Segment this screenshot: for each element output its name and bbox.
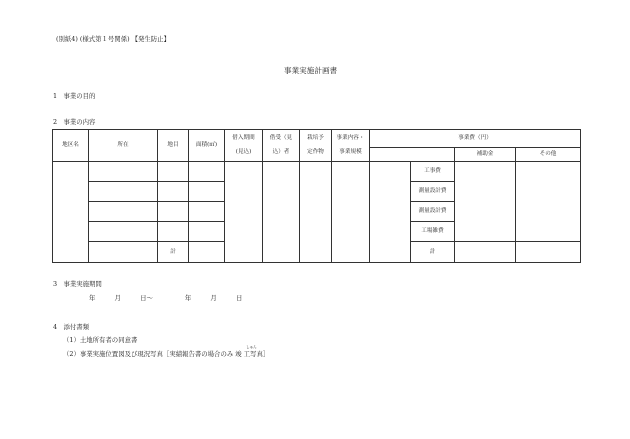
project-content-cell xyxy=(332,162,370,263)
header-lessor: 借受（見 込）者 xyxy=(263,130,300,162)
area-cell xyxy=(189,222,225,242)
location-cell xyxy=(89,182,158,202)
total-label: 計 xyxy=(158,242,189,263)
area-cell xyxy=(189,182,225,202)
furigana-ruby: しゅん xyxy=(246,345,257,349)
other-cell xyxy=(516,162,581,242)
land-category-cell xyxy=(158,162,189,182)
section-3-heading: 3 事業実施期間 xyxy=(53,280,102,288)
cost-item-label: 工事費 xyxy=(411,162,455,182)
implementation-period: 年 月 日～ 年 月 日 xyxy=(89,294,243,302)
attachment-item-2: （2）事業実施位置図及び現況写真［実績報告書の場合のみ 竣 工写真］ xyxy=(63,350,270,358)
cost-item-label: 測量設計費 xyxy=(411,182,455,202)
header-subsidy: 補助金 xyxy=(455,148,516,162)
header-land-category: 地目 xyxy=(158,130,189,162)
header-planned-crop: 栽培予 定作物 xyxy=(300,130,332,162)
location-cell xyxy=(89,222,158,242)
location-cell xyxy=(89,202,158,222)
subsidy-total-cell xyxy=(455,242,516,263)
planned-crop-cell xyxy=(300,162,332,263)
section-4-heading: 4 添付書類 xyxy=(53,323,90,331)
document-title: 事業実施計画書 xyxy=(284,66,338,75)
header-lease-period: 借入期間 (見込) xyxy=(225,130,263,162)
cost-item-label: 工場雑費 xyxy=(411,222,455,242)
cost-blank-cell xyxy=(370,242,411,263)
location-cell xyxy=(89,162,158,182)
header-project-content: 事業内容・ 事業規模 xyxy=(332,130,370,162)
header-project-cost: 事業費（円） xyxy=(370,130,581,148)
project-plan-table xyxy=(52,129,581,263)
land-category-cell xyxy=(158,182,189,202)
area-total-cell xyxy=(189,242,225,263)
lessor-cell xyxy=(263,162,300,263)
area-cell xyxy=(189,202,225,222)
header-district: 地区名 xyxy=(53,130,89,162)
subsidy-cell xyxy=(455,162,516,242)
header-cost-spacer xyxy=(370,148,455,162)
land-category-cell xyxy=(158,222,189,242)
header-note: (別紙4) (様式第１号関係) 【発生防止】 xyxy=(56,35,170,43)
section-1-heading: 1 事業の目的 xyxy=(53,92,96,100)
cost-blank-cell xyxy=(370,162,411,242)
cost-total-label: 計 xyxy=(411,242,455,263)
header-location: 所在 xyxy=(89,130,158,162)
land-category-cell xyxy=(158,202,189,222)
cost-item-label: 測量設計費 xyxy=(411,202,455,222)
header-other: その他 xyxy=(516,148,581,162)
area-cell xyxy=(189,162,225,182)
lease-period-cell xyxy=(225,162,263,263)
header-area: 面積(㎡) xyxy=(189,130,225,162)
other-total-cell xyxy=(516,242,581,263)
district-cell xyxy=(53,162,89,263)
section-2-heading: 2 事業の内容 xyxy=(53,118,96,126)
attachment-item-1: （1）土地所有者の同意書 xyxy=(63,336,138,344)
location-total-cell xyxy=(89,242,158,263)
